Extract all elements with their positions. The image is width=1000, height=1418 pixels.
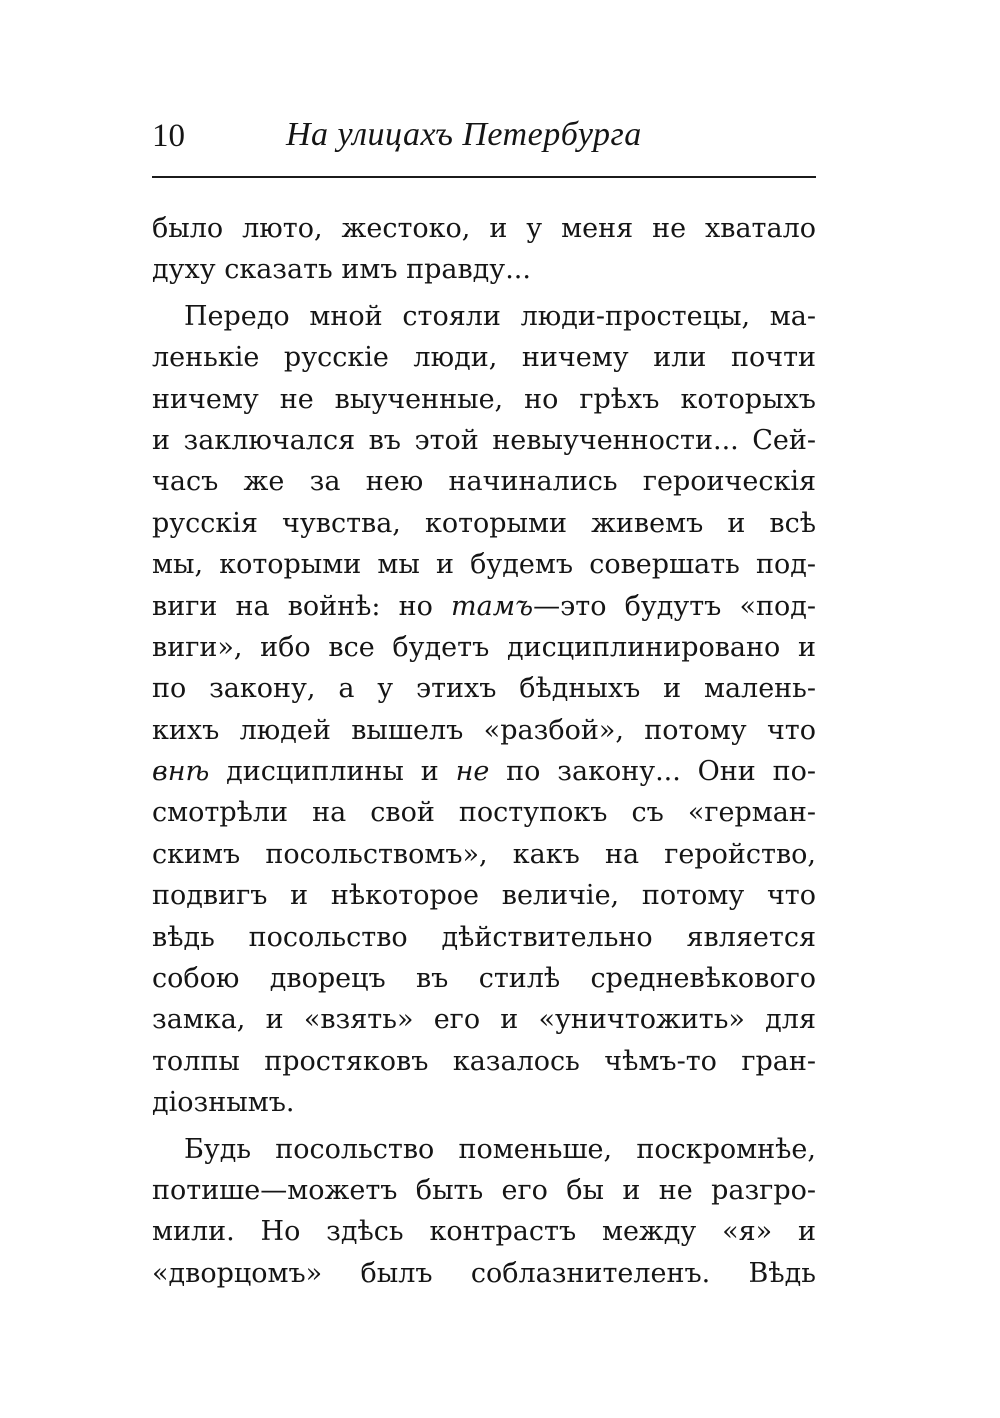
text-segment: дисциплины и bbox=[209, 756, 456, 788]
text-line bbox=[152, 586, 816, 627]
header-rule bbox=[152, 176, 816, 178]
text-line: по закону, а у этихъ бѣдныхъ и малень- bbox=[152, 673, 816, 705]
page-number: 10 bbox=[152, 118, 185, 154]
text-line: кихъ людей вышелъ «разбой», потому что bbox=[152, 714, 816, 746]
text-line: русскія чувства, которыми живемъ и всѣ bbox=[152, 507, 816, 539]
text-line: вѣдь посольство дѣйствительно является bbox=[152, 921, 816, 953]
emphasis-text: тамъ bbox=[451, 590, 534, 622]
text-line: «дворцомъ» былъ соблазнителенъ. Вѣдь bbox=[152, 1257, 816, 1289]
text-line: подвигъ и нѣкоторое величіе, потому что bbox=[152, 880, 816, 912]
text-line: ленькіе русскіе люди, ничему или почти bbox=[152, 342, 816, 374]
page-header bbox=[152, 112, 816, 162]
emphasis-text: не bbox=[455, 756, 490, 788]
text-line: Передо мной стояли люди-простецы, ма- bbox=[184, 300, 816, 332]
text-line: собою дворецъ въ стилѣ средневѣкового bbox=[152, 963, 816, 995]
text-line: виги», ибо все будетъ дисциплинировано и bbox=[152, 631, 816, 663]
text-line: скимъ посольствомъ», какъ на геройство, bbox=[152, 838, 816, 870]
text-line bbox=[152, 751, 816, 792]
text-line: діознымъ. bbox=[152, 1087, 295, 1119]
body-text bbox=[152, 208, 816, 1294]
emphasis-text: внѣ bbox=[152, 756, 210, 788]
text-line: мы, которыми мы и будемъ совершать под- bbox=[152, 549, 816, 581]
text-line: Будь посольство поменьше, поскромнѣе, bbox=[184, 1133, 816, 1165]
text-segment: —это будутъ «под- bbox=[533, 590, 817, 622]
text-line: было люто, жестоко, и у меня не хватало bbox=[152, 213, 816, 244]
text-line: духу сказать имъ правду... bbox=[152, 254, 531, 286]
text-line: и заключался въ этой невыученности... Сей- bbox=[152, 424, 816, 456]
text-line: потише—можетъ быть его бы и не разгро- bbox=[152, 1174, 816, 1206]
text-line: толпы простяковъ казалось чѣмъ-то гран- bbox=[152, 1045, 816, 1077]
text-line: мили. Но здѣсь контрастъ между «я» и bbox=[152, 1216, 816, 1248]
text-segment: по закону... Они по- bbox=[489, 756, 816, 788]
running-title: На улицахъ Петербурга bbox=[286, 116, 642, 153]
text-line: часъ же за нею начинались героическія bbox=[152, 466, 816, 498]
text-line: смотрѣли на свой поступокъ съ «герман- bbox=[152, 797, 816, 829]
text-segment: виги на войнѣ: но bbox=[152, 590, 452, 622]
text-line: замка, и «взять» его и «уничтожить» для bbox=[152, 1004, 816, 1036]
text-line: ничему не выученные, но грѣхъ которыхъ bbox=[152, 383, 816, 415]
